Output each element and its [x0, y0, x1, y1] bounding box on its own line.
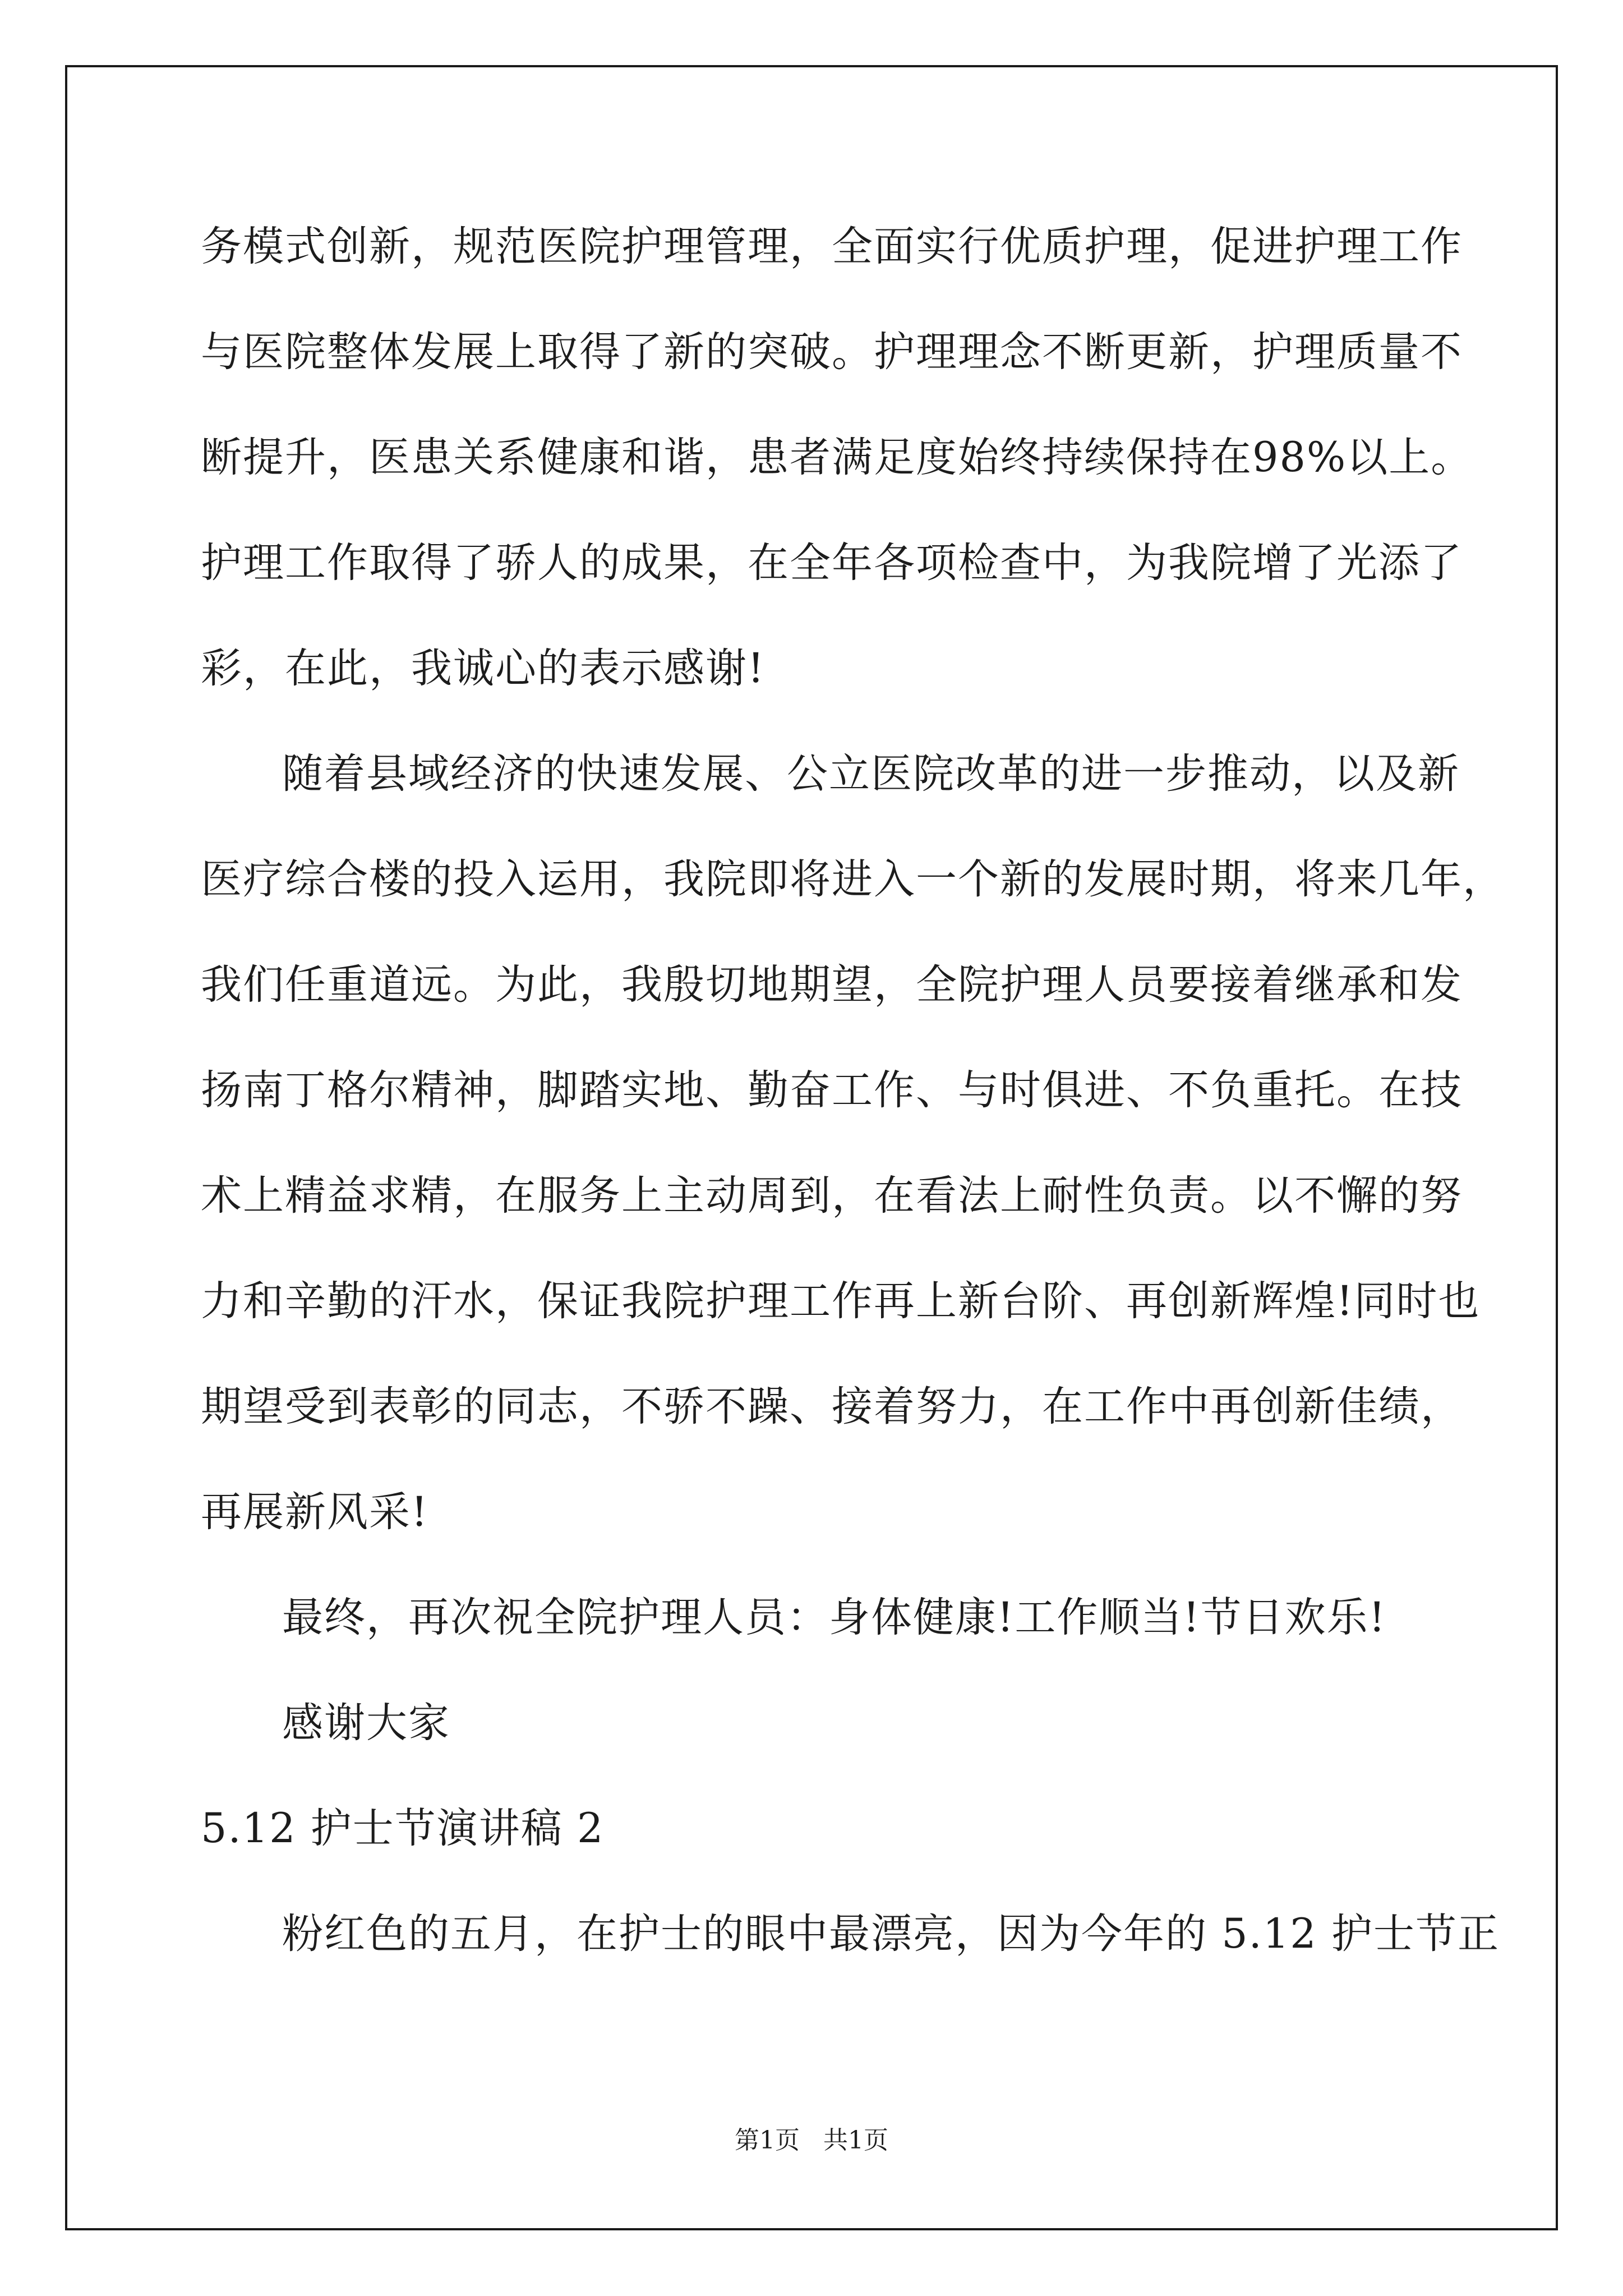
paragraph-line-9: 扬南丁格尔精神，脚踏实地、勤奋工作、与时俱进、不负重托。在技	[201, 1066, 1463, 1114]
page-footer: 第1页 共1页	[735, 2126, 888, 2155]
paragraph-line-12: 期望受到表彰的同志，不骄不躁、接着努力，在工作中再创新佳绩，	[201, 1383, 1463, 1430]
paragraph-line-10: 术上精益求精，在服务上主动周到，在看法上耐性负责。以不懈的努	[201, 1172, 1463, 1220]
paragraph-line-6: 随着县域经济的快速发展、公立医院改革的进一步推动，以及新	[282, 750, 1460, 798]
paragraph-line-4: 护理工作取得了骄人的成果，在全年各项检查中，为我院增了光添了	[201, 539, 1463, 587]
paragraph-line-3: 断提升，医患关系健康和谐，患者满足度始终持续保持在98%以上。	[201, 434, 1473, 481]
paragraph-line-2: 与医院整体发展上取得了新的突破。护理理念不断更新，护理质量不	[201, 328, 1463, 376]
paragraph-line-17: 粉红色的五月，在护士的眼中最漂亮，因为今年的 5.12 护士节正	[282, 1910, 1500, 1958]
paragraph-line-7: 医疗综合楼的投入运用，我院即将进入一个新的发展时期，将来几年，	[201, 855, 1505, 903]
paragraph-line-11: 力和辛勤的汗水，保证我院护理工作再上新台阶、再创新辉煌!同时也	[201, 1277, 1481, 1325]
section-heading: 5.12 护士节演讲稿 2	[201, 1805, 605, 1852]
paragraph-line-8: 我们任重道远。为此，我殷切地期望，全院护理人员要接着继承和发	[201, 961, 1463, 1009]
page-border	[65, 65, 1558, 2230]
paragraph-line-14: 最终，再次祝全院护理人员：身体健康!工作顺当!节日欢乐!	[282, 1594, 1387, 1641]
closing-line: 感谢大家	[282, 1699, 450, 1747]
paragraph-line-5: 彩，在此，我诚心的表示感谢!	[201, 645, 766, 692]
paragraph-line-1: 务模式创新，规范医院护理管理，全面实行优质护理，促进护理工作	[201, 223, 1463, 270]
paragraph-line-13: 再展新风采!	[201, 1488, 429, 1536]
